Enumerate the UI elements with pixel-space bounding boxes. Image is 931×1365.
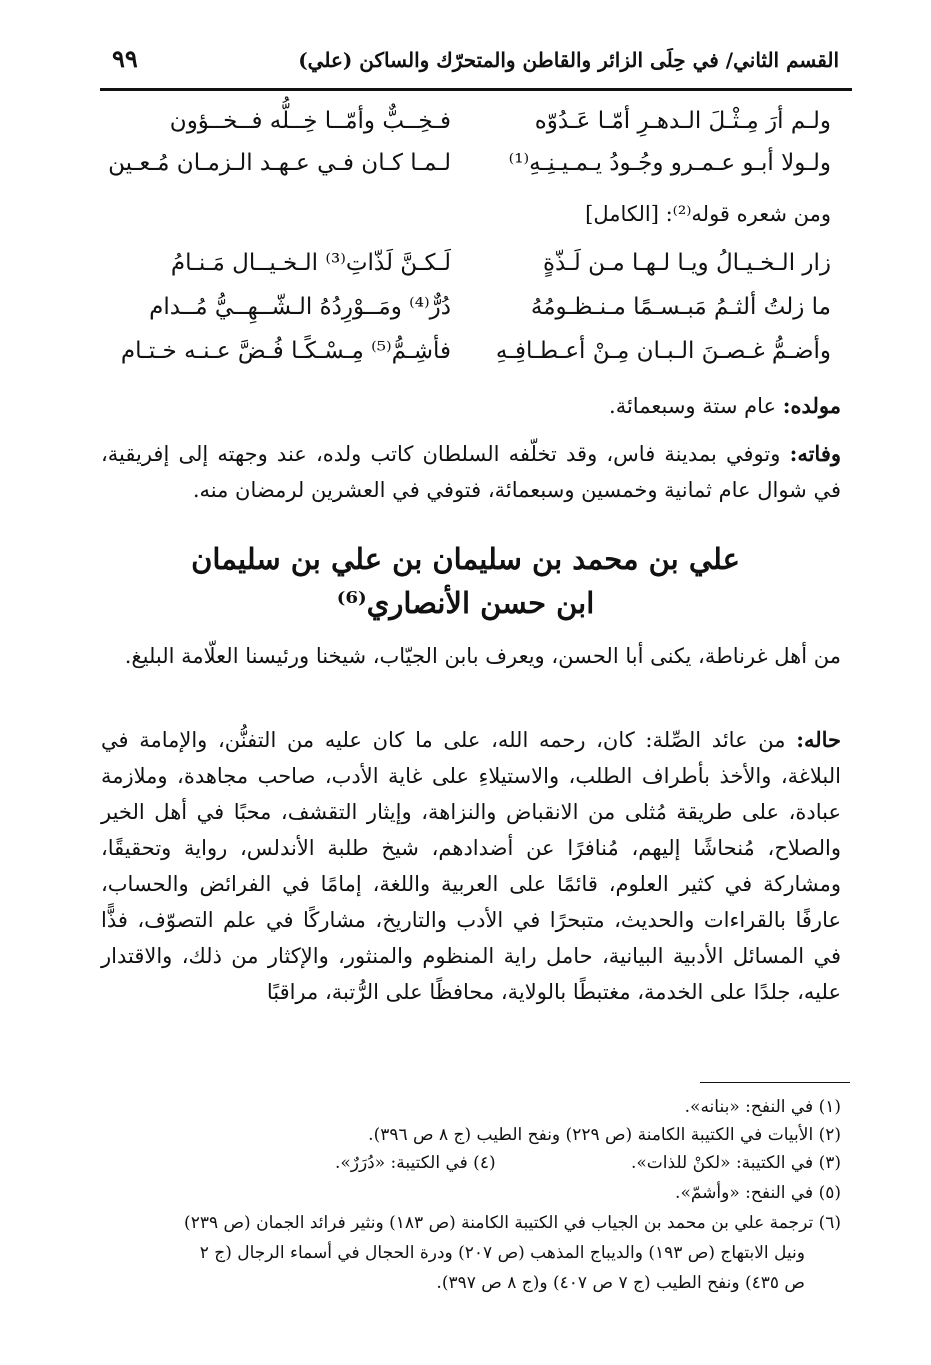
- biography-state-paragraph: [101, 722, 841, 1010]
- poem2-line1-right-hemistich: زار الـخـيـالُ ويـا لـهـا مـن لَـذّةٍ: [542, 250, 831, 276]
- death-text: وتوفي بمدينة فاس، وقد تخلّفه السلطان كاتب ولده، عند وجهته إلى إفريقية، في شوال عام ثمانية وخمسين وسبعمائة، فتوفي في العشرين لرمضان منه.: [101, 442, 841, 502]
- biography-title-line2: ابن حسن الأنصاري⁽⁶⁾: [336, 586, 595, 620]
- poem1-line2-right-hemistich: ولـولا أبـو عـمـرو وجُـودُ يـمـيـنِـهِ⁽¹⁾: [508, 150, 831, 176]
- biography-title-line1: علي بن محمد بن سليمان بن علي بن سليمان: [191, 542, 740, 576]
- biography-intro: من أهل غرناطة، يكنى أبا الحسن، ويعرف بابن الجيّاب، شيخنا ورئيسنا العلّامة البليغ.: [124, 644, 841, 668]
- page-number: ٩٩: [112, 44, 138, 73]
- poem1-line2-left-hemistich: لـمـا كـان فـي عـهـد الـزمـان مُـعـين: [108, 150, 451, 176]
- header-rule: [100, 88, 852, 91]
- poem2-line1-left-hemistich: لَـكـنَّ لَذّاتِ⁽³⁾ الـخـيــال مَـنـامُ: [170, 250, 451, 276]
- poem2-line2-left-hemistich: دُرٌّ⁽⁴⁾ ومَــوْرِدُهُ الـشّــهِــيُّ مُــدام: [149, 294, 451, 320]
- birth-label: مولده:: [782, 393, 841, 418]
- footnote-3: (٣) في الكتيبة: «لكنْ للذات».: [630, 1153, 841, 1173]
- poem2-intro: ومن شعره قوله⁽²⁾: [الكامل]: [585, 202, 831, 226]
- footnote-6-line2: ونيل الابتهاج (ص ١٩٣) والديباج المذهب (ص ٢٠٧) ودرة الحجال في أسماء الرجال (ج ٢: [199, 1243, 805, 1263]
- birth-paragraph: [101, 388, 841, 424]
- footnote-3-4-row: [101, 1150, 841, 1176]
- state-text: من عائد الصِّلة: كان، رحمه الله، على ما كان عليه من التفنُّن، والإمامة في البلاغة، والأخذ بأطراف الطلب، والاستيلاءِ على غاية الأدب، صاحب مجاهدة، وملازمة عبادة، على طريقة مُثلى من الانقباض والنزاهة، وإيثار التقشف، محبًا في أهل الخير والصلاح، مُنحاشًا إليهم، مُنافرًا عن أضدادهم، شيخ طلبة الأندلس، رواية وتحقيقًا، ومشاركة في كثير العلوم، قائمًا على العربية واللغة، إمامًا في الفرائض والحساب، عارفًا بالقراءات والحديث، متبحرًا في الأدب والتاريخ، مشاركًا في علم التصوّف، فذًّا في المسائل الأدبية البيانية، حامل راية المنظوم والمنثور، والإكثار من ذلك، والاقتدار عليه، جلدًا على الخدمة، مغتبطًا بالولاية، محافظًا على الرُّتبة، مراقبًا: [101, 728, 841, 1004]
- death-label: وفاته:: [789, 441, 841, 466]
- footnote-4: (٤) في الكتيبة: «دُرَرٌ».: [334, 1153, 496, 1173]
- poem1-line1-left-hemistich: فـخِــبٌّ وأمّــا خِــلُّه فــخــؤون: [169, 108, 451, 134]
- state-label: حاله:: [796, 727, 841, 752]
- poem2-line2-right-hemistich: ما زلتُ ألثـمُ مَبـسـمًا مـنـظـومُهُ: [530, 294, 831, 320]
- footnote-6-line1: (٦) ترجمة علي بن محمد بن الجياب في الكتيبة الكامنة (ص ١٨٣) ونثير فرائد الجمان (ص ٢٣٩): [184, 1213, 841, 1233]
- poem1-line1-right-hemistich: ولـم أرَ مِـثْـلَ الـدهـرِ أمّـا عَـدُوّه: [534, 108, 831, 134]
- poem2-line3-right-hemistich: وأضـمُّ غـصـنَ الـبـان مِـنْ أعـطـافِـهِ: [495, 338, 831, 364]
- footnote-1: (١) في النفح: «بنانه».: [684, 1097, 841, 1117]
- footnote-rule: [700, 1082, 850, 1083]
- running-header-title: القسم الثاني/ في حِلَى الزائر والقاطن والمتحرّك والساكن (علي): [298, 48, 839, 72]
- death-paragraph: [101, 436, 841, 508]
- footnote-5: (٥) في النفح: «وأشمّ».: [675, 1183, 841, 1203]
- footnote-6-line3: ص ٤٣٥) ونفح الطيب (ج ٧ ص ٤٠٧) و(ج ٨ ص ٣٩٧).: [436, 1273, 805, 1293]
- poem2-line3-left-hemistich: فأشِـمُّ⁽⁵⁾ مِـسْـكًـا فُـضَّ عـنـه خـتـام: [120, 338, 451, 364]
- birth-text: عام ستة وسبعمائة.: [609, 394, 777, 418]
- footnote-2: (٢) الأبيات في الكتيبة الكامنة (ص ٢٢٩) ونفح الطيب (ج ٨ ص ٣٩٦).: [368, 1125, 841, 1145]
